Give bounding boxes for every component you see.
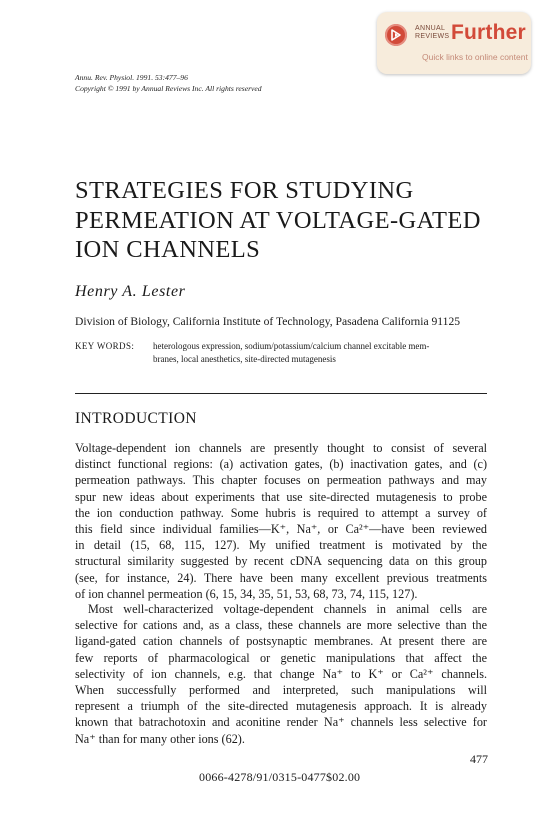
text-line: selectivity of ion channels, e.g. that change Na⁺ to K⁺ or Ca²⁺ channels. bbox=[75, 666, 487, 681]
text-line: When successfully performed and interpreted, such manipulations will bbox=[75, 683, 487, 698]
citation-line: Annu. Rev. Physiol. 1991. 53:477–96 bbox=[75, 73, 188, 82]
author-affiliation: Division of Biology, California Institute of Technology, Pasadena California 91125 bbox=[75, 315, 461, 328]
badge-annual-label: ANNUAL bbox=[415, 25, 446, 32]
text-line: structural similarity suggested by recent cDNA sequencing data on this group bbox=[75, 554, 487, 569]
annual-reviews-logo-icon bbox=[385, 24, 407, 46]
text-line: in detail (15, 68, 115, 127). My unified treatment is motivated by the bbox=[75, 538, 487, 553]
text-line: distinct functional regions: (a) activation gates, (b) inactivation gates, and (c) bbox=[75, 457, 487, 472]
text-line: the ion conduction pathway. Some hubris is required to attempt a survey of bbox=[75, 505, 487, 520]
journal-citation bbox=[75, 72, 262, 94]
annual-reviews-further-badge[interactable] bbox=[377, 12, 531, 74]
page-number: 477 bbox=[470, 752, 488, 766]
text-line: Na⁺ than for many other ions (62). bbox=[75, 731, 245, 746]
keywords-label: KEY WORDS: bbox=[75, 341, 135, 351]
keywords-line: heterologous expression, sodium/potassium/calcium channel excitable mem- bbox=[153, 341, 430, 351]
text-line: selective for cations and, as a class, these channels are more selective than the bbox=[75, 618, 487, 633]
article-title bbox=[75, 176, 515, 265]
text-line: Voltage-dependent ion channels are presently thought to consist of several bbox=[75, 441, 487, 455]
footer-code: 0066-4278/91/0315-0477$02.00 bbox=[199, 770, 361, 784]
text-line: few reports of pharmacological or genetic manipulations that affect the bbox=[75, 650, 487, 665]
text-line: (see, for instance, 24). There have been many excellent previous treatments bbox=[75, 570, 487, 585]
badge-further-label: Further bbox=[451, 21, 526, 44]
section-heading: INTRODUCTION bbox=[75, 410, 197, 427]
text-line: spur new ideas about experiments that use site-directed mutagenesis to probe bbox=[75, 489, 487, 504]
text-line: of ion channel permeation (6, 15, 34, 35, 51, 53, 68, 73, 74, 115, 127). bbox=[75, 586, 418, 601]
paragraph-1 bbox=[75, 440, 487, 602]
text-line: Most well-characterized voltage-dependent channels in animal cells are bbox=[88, 602, 487, 616]
text-line: ligand-gated cation channels of postsynaptic membranes. At present there are bbox=[75, 634, 487, 649]
keywords-line: branes, local anesthetics, site-directed mutagenesis bbox=[153, 353, 336, 364]
copyright-line: Copyright © 1991 by Annual Reviews Inc. All rights reserved bbox=[75, 84, 262, 93]
text-line: known that batrachotoxin and aconitine render Na⁺ channels less selective for bbox=[75, 715, 487, 730]
keywords-list bbox=[153, 340, 493, 365]
text-line: represent a triumph of the site-directed mutagenesis approach. It is already bbox=[75, 699, 487, 714]
title-line: PERMEATION AT VOLTAGE-GATED bbox=[75, 206, 481, 234]
section-divider bbox=[75, 393, 487, 394]
badge-tagline: Quick links to online content bbox=[422, 52, 528, 62]
text-line: permeation pathways. This chapter focuses on permeation pathways and may bbox=[75, 473, 487, 488]
title-line: ION CHANNELS bbox=[75, 236, 261, 263]
badge-reviews-label: REVIEWS bbox=[415, 33, 450, 40]
author-name: Henry A. Lester bbox=[75, 283, 186, 300]
paragraph-2 bbox=[75, 601, 487, 747]
text-line: this field since individual families—K⁺, Na⁺, or Ca²⁺—have been reviewed bbox=[75, 522, 487, 537]
title-line: STRATEGIES FOR STUDYING bbox=[75, 177, 414, 204]
